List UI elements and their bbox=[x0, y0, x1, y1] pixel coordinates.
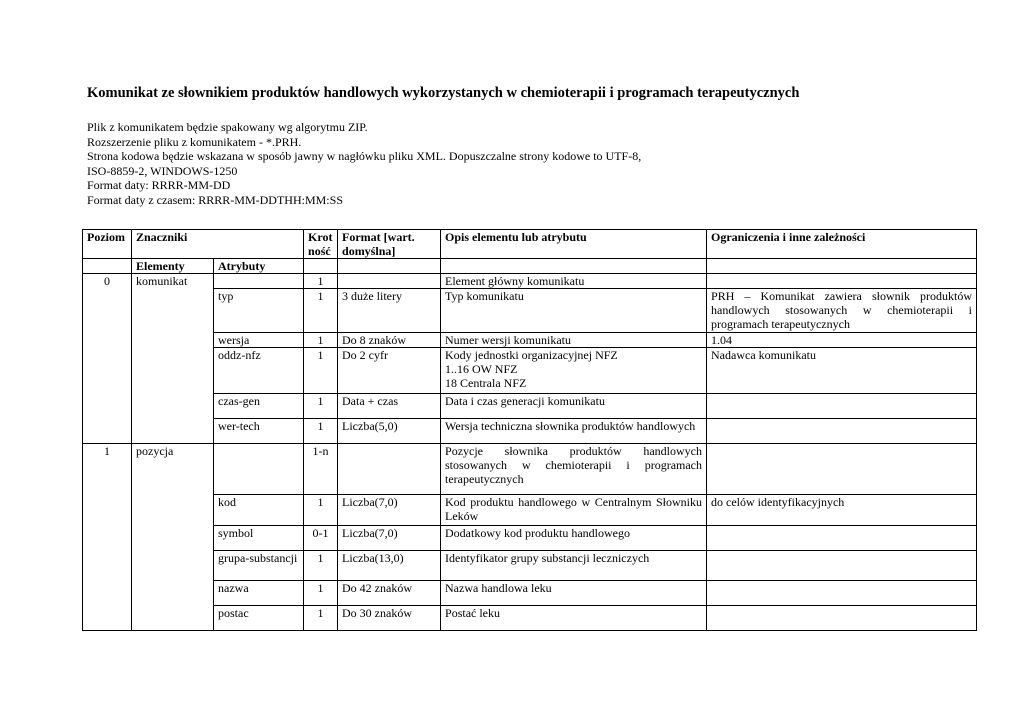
header-opis: Opis elementu lub atrybutu bbox=[441, 230, 707, 259]
cell-opis: Element główny komunikatu bbox=[441, 274, 707, 289]
cell-format: Do 30 znaków bbox=[338, 606, 441, 631]
subheader-empty bbox=[441, 259, 707, 274]
intro-line: Format daty z czasem: RRRR-MM-DDTHH:MM:SS bbox=[87, 192, 343, 207]
cell-opis: Pozycje słownika produktów handlowych stosowanych w chemioterapii i programach terapeutycznych bbox=[441, 444, 707, 495]
cell-opis: Data i czas generacji komunikatu bbox=[441, 394, 707, 419]
header-poziom: Poziom bbox=[83, 230, 132, 259]
cell-format: 3 duże litery bbox=[338, 289, 441, 333]
intro-line: Plik z komunikatem będzie spakowany wg algorytmu ZIP. bbox=[87, 120, 368, 134]
cell-atrybut: wersja bbox=[214, 333, 304, 348]
table-row bbox=[83, 526, 977, 551]
cell-ograniczenia: do celów identyfikacyjnych bbox=[707, 495, 977, 526]
cell-opis: Wersja techniczna słownika produktów handlowych bbox=[441, 419, 707, 444]
cell-ograniczenia bbox=[707, 419, 977, 444]
cell-ograniczenia: Nadawca komunikatu bbox=[707, 348, 977, 394]
cell-atrybut: postac bbox=[214, 606, 304, 631]
subheader-empty bbox=[83, 259, 132, 274]
cell-ograniczenia bbox=[707, 444, 977, 495]
intro-line: ISO-8859-2, WINDOWS-1250 bbox=[87, 163, 238, 178]
cell-ograniczenia bbox=[707, 526, 977, 551]
cell-krotnosc: 1 bbox=[304, 348, 338, 394]
subheader-empty bbox=[304, 259, 338, 274]
cell-opis: Identyfikator grupy substancji leczniczych bbox=[441, 551, 707, 581]
cell-atrybut: oddz-nfz bbox=[214, 348, 304, 394]
table-row bbox=[83, 348, 977, 394]
intro-line: Strona kodowa będzie wskazana w sposób jawny w nagłówku pliku XML. Dopuszczalne strony kodowe to UTF-8, bbox=[87, 149, 642, 164]
header-krotnosc: Krot ność bbox=[304, 230, 338, 259]
cell-opis: Typ komunikatu bbox=[441, 289, 707, 333]
table-row bbox=[83, 333, 977, 348]
table-row bbox=[83, 551, 977, 581]
cell-format: Do 42 znaków bbox=[338, 581, 441, 606]
cell-format bbox=[338, 444, 441, 495]
intro-line: Format daty: RRRR-MM-DD bbox=[87, 178, 231, 193]
cell-krotnosc: 1 bbox=[304, 551, 338, 581]
table-subheader-row bbox=[83, 259, 977, 274]
cell-element: pozycja bbox=[132, 444, 214, 631]
cell-ograniczenia bbox=[707, 606, 977, 631]
table-row bbox=[83, 444, 977, 495]
cell-krotnosc: 0-1 bbox=[304, 526, 338, 551]
cell-ograniczenia: 1.04 bbox=[707, 333, 977, 348]
table-row bbox=[83, 394, 977, 419]
cell-krotnosc: 1-n bbox=[304, 444, 338, 495]
cell-ograniczenia bbox=[707, 274, 977, 289]
table-header-row bbox=[83, 230, 977, 259]
cell-format: Liczba(5,0) bbox=[338, 419, 441, 444]
cell-format: Liczba(7,0) bbox=[338, 526, 441, 551]
cell-poziom: 0 bbox=[83, 274, 132, 444]
cell-ograniczenia bbox=[707, 394, 977, 419]
cell-opis: Kody jednostki organizacyjnej NFZ 1..16 OW NFZ 18 Centrala NFZ bbox=[441, 348, 707, 394]
cell-opis: Dodatkowy kod produktu handlowego bbox=[441, 526, 707, 551]
subheader-elementy: Elementy bbox=[132, 259, 214, 274]
cell-atrybut: grupa-substancji bbox=[214, 551, 304, 581]
table-row bbox=[83, 419, 977, 444]
cell-ograniczenia bbox=[707, 551, 977, 581]
subheader-empty bbox=[338, 259, 441, 274]
cell-atrybut bbox=[214, 444, 304, 495]
header-znaczniki: Znaczniki bbox=[132, 230, 304, 259]
cell-atrybut: wer-tech bbox=[214, 419, 304, 444]
cell-atrybut: typ bbox=[214, 289, 304, 333]
cell-krotnosc: 1 bbox=[304, 419, 338, 444]
subheader-atrybuty: Atrybuty bbox=[214, 259, 304, 274]
cell-poziom: 1 bbox=[83, 444, 132, 631]
cell-opis: Kod produktu handlowego w Centralnym Słowniku Leków bbox=[441, 495, 707, 526]
cell-krotnosc: 1 bbox=[304, 495, 338, 526]
cell-atrybut: symbol bbox=[214, 526, 304, 551]
cell-atrybut bbox=[214, 274, 304, 289]
table-row bbox=[83, 289, 977, 333]
cell-opis: Numer wersji komunikatu bbox=[441, 333, 707, 348]
table-row bbox=[83, 274, 977, 289]
cell-krotnosc: 1 bbox=[304, 289, 338, 333]
cell-atrybut: czas-gen bbox=[214, 394, 304, 419]
cell-format: Do 8 znaków bbox=[338, 333, 441, 348]
cell-format: Liczba(13,0) bbox=[338, 551, 441, 581]
cell-atrybut: nazwa bbox=[214, 581, 304, 606]
cell-krotnosc: 1 bbox=[304, 606, 338, 631]
subheader-empty bbox=[707, 259, 977, 274]
cell-format bbox=[338, 274, 441, 289]
cell-format: Liczba(7,0) bbox=[338, 495, 441, 526]
header-ograniczenia: Ograniczenia i inne zależności bbox=[707, 230, 977, 259]
cell-ograniczenia bbox=[707, 581, 977, 606]
cell-opis: Postać leku bbox=[441, 606, 707, 631]
cell-krotnosc: 1 bbox=[304, 394, 338, 419]
intro-block bbox=[87, 120, 641, 208]
header-format: Format [wart. domyślna] bbox=[338, 230, 441, 259]
cell-opis: Nazwa handlowa leku bbox=[441, 581, 707, 606]
specification-table bbox=[82, 229, 977, 631]
intro-line: Rozszerzenie pliku z komunikatem - *.PRH. bbox=[87, 134, 302, 149]
cell-krotnosc: 1 bbox=[304, 274, 338, 289]
table-row bbox=[83, 581, 977, 606]
cell-element: komunikat bbox=[132, 274, 214, 444]
cell-ograniczenia: PRH – Komunikat zawiera słownik produktów handlowych stosowanych w chemioterapii i programach terapeutycznych bbox=[707, 289, 977, 333]
cell-krotnosc: 1 bbox=[304, 581, 338, 606]
cell-krotnosc: 1 bbox=[304, 333, 338, 348]
cell-atrybut: kod bbox=[214, 495, 304, 526]
table-row bbox=[83, 495, 977, 526]
cell-format: Do 2 cyfr bbox=[338, 348, 441, 394]
document-title: Komunikat ze słownikiem produktów handlowych wykorzystanych w chemioterapii i programach terapeutycznych bbox=[87, 85, 800, 101]
cell-format: Data + czas bbox=[338, 394, 441, 419]
table-row bbox=[83, 606, 977, 631]
